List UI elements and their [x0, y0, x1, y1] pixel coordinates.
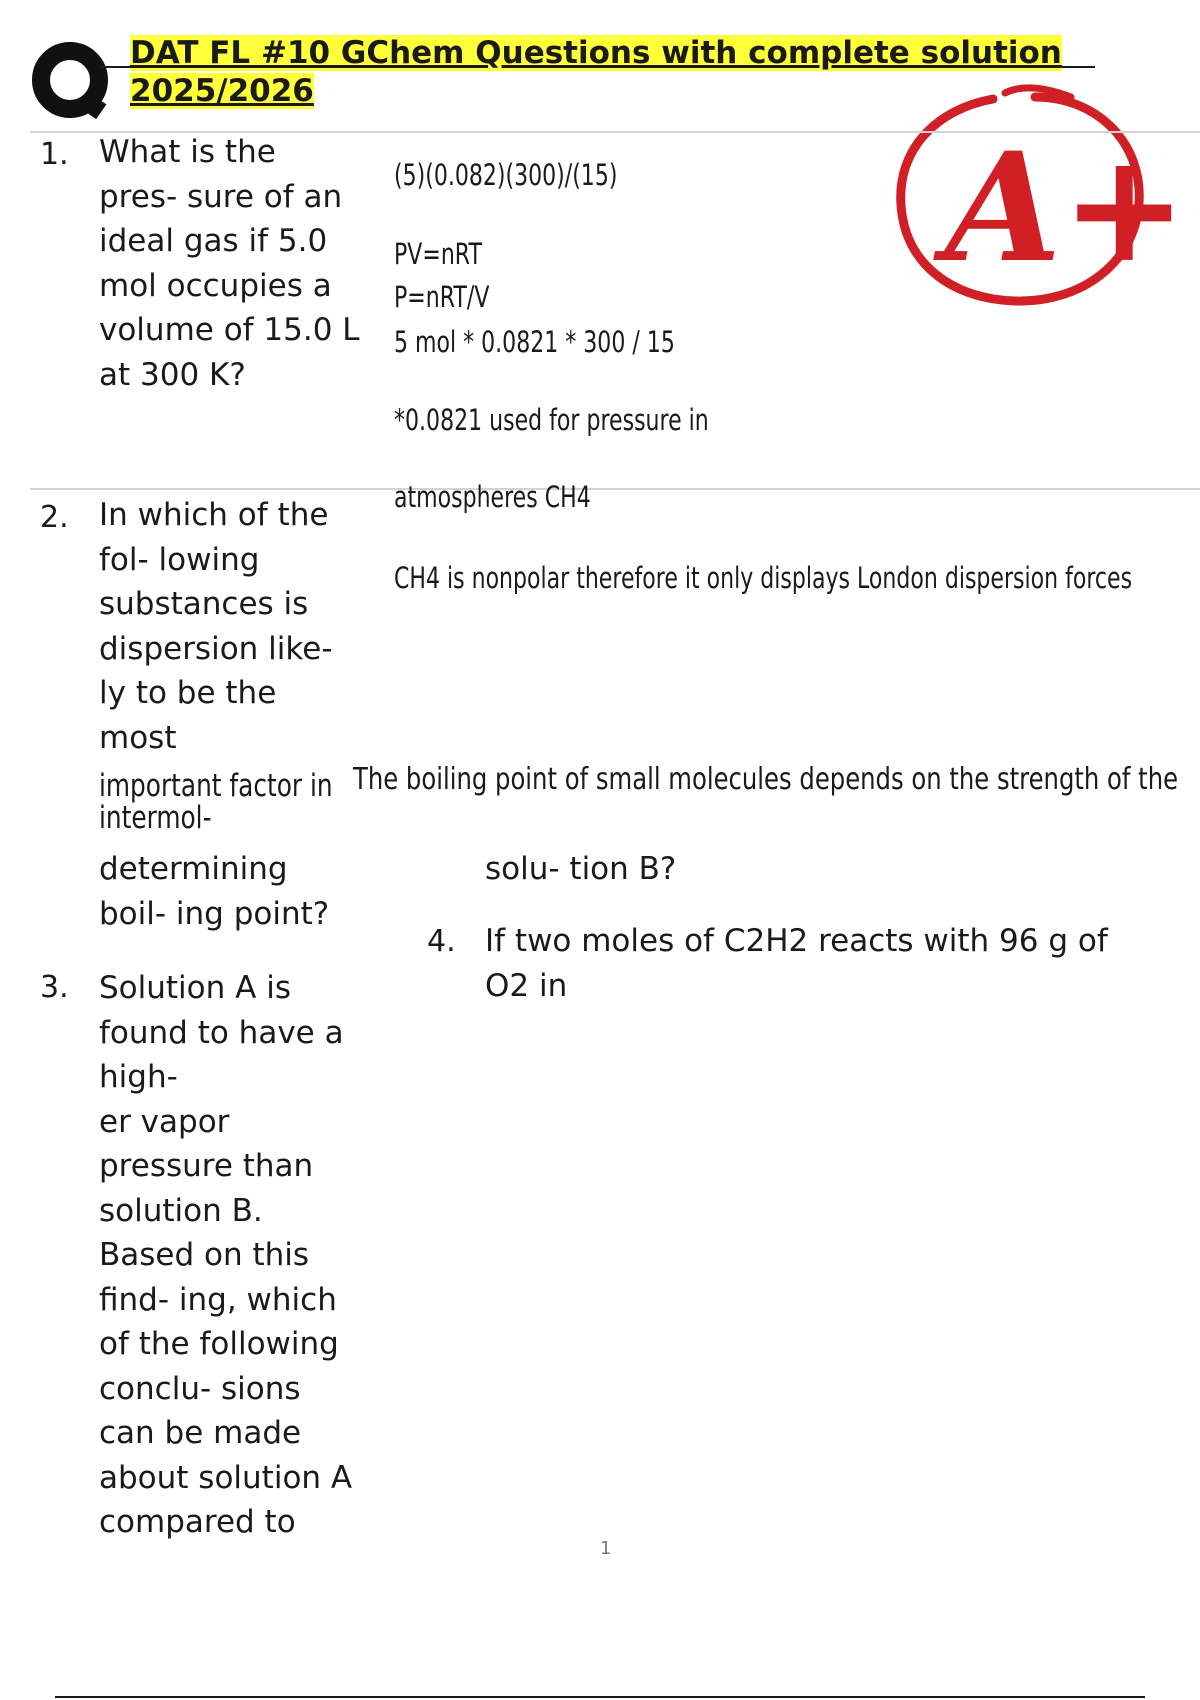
answer-line: The boiling point of small molecules depends on the strength of the: [353, 762, 1179, 797]
question-1-text: What is the pres- sure of an ideal gas if 5.0 mol occupies a volume of 15.0 L at 300 K?: [99, 134, 360, 393]
title-line-2: 2025/2026: [130, 73, 314, 109]
question-2-text: In which of the fol- lowing substances is dispersion like- ly to be the most: [99, 497, 333, 756]
question-number: 3.: [40, 970, 69, 1005]
title-line-1: DAT FL #10 GChem Questions with complete solution: [130, 35, 1062, 71]
a-plus-stamp: [875, 75, 1188, 315]
question-number: 1.: [40, 137, 69, 172]
question-number: 2.: [40, 500, 69, 535]
stamp-text: A+: [945, 120, 1188, 296]
question-number: 4.: [427, 924, 456, 959]
answer-line: (5)(0.082)(300)/(15): [394, 158, 618, 192]
question-2-text-end: determining boil- ing point?: [99, 851, 330, 932]
q-logo-icon: [30, 40, 112, 122]
page-number: 1: [600, 1538, 612, 1559]
question-2-narrow-line: important factor in: [99, 768, 333, 804]
question-4-text: If two moles of C2H2 reacts with 96 g of O2 in: [485, 923, 1108, 1004]
answer-line: *0.0821 used for pressure in: [394, 403, 709, 437]
answer-line: 5 mol * 0.0821 * 300 / 15: [394, 325, 675, 359]
answer-line: CH4 is nonpolar therefore it only displays London dispersion forces: [394, 561, 1133, 595]
footer-rule: [55, 1696, 1145, 1698]
answer-line: PV=nRT: [394, 237, 482, 271]
question-2-narrow-line: intermol-: [99, 800, 212, 836]
question-3-text: Solution A is found to have a high- er vapor pressure than solution B. Based on this find- ing, which of the following conclu- sions can be made about solution A compared to: [99, 970, 353, 1540]
section-rule: [30, 488, 1200, 490]
question-3-continuation: solu- tion B?: [485, 851, 677, 887]
answer-line: atmospheres CH4: [394, 480, 591, 514]
answer-line: P=nRT/V: [394, 280, 490, 314]
